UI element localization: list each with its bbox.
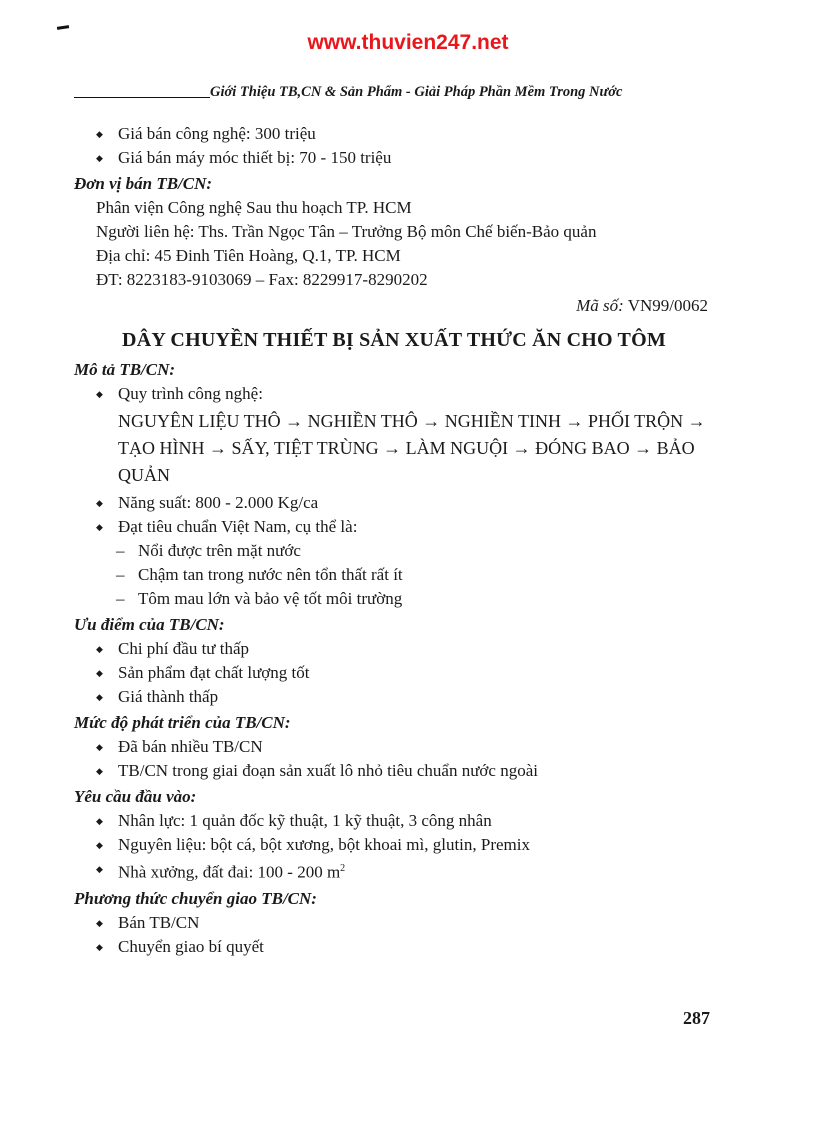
input-item: ◆ Nguyên liệu: bột cá, bột xương, bột khoai mì, glutin, Premix: [74, 833, 714, 857]
item-code: [74, 294, 708, 318]
seller-name: Phân viện Công nghệ Sau thu hoạch TP. HCM: [96, 198, 412, 217]
process-flow: NGUYÊN LIỆU THÔ → NGHIỀN THÔ → NGHIỀN TINH → PHỐI TRỘN → TẠO HÌNH → SẤY, TIỆT TRÙNG → LÀM NGUỘI → ĐÓNG BAO → BẢO QUẢN: [118, 411, 706, 485]
header-title: Giới Thiệu TB,CN & Sản Phẩm - Giải Pháp Phần Mềm Trong Nước: [210, 84, 623, 100]
scan-mark: [57, 25, 69, 30]
price-equipment: ◆ Giá bán máy móc thiết bị: 70 - 150 triệu: [74, 146, 714, 170]
seller-address: Địa chỉ: 45 Đinh Tiên Hoàng, Q.1, TP. HCM: [96, 246, 401, 265]
page-content: [74, 122, 714, 959]
area-unit-power: 2: [340, 863, 346, 874]
development-item: ◆ TB/CN trong giai đoạn sản xuất lô nhỏ tiêu chuẩn nước ngoài: [74, 759, 714, 783]
watermark-url[interactable]: www.thuvien247.net: [307, 31, 509, 54]
area-label: Nhà xưởng, đất đai: 100 - 200 m: [118, 862, 341, 882]
transfer-item: ◆ Chuyển giao bí quyết: [74, 935, 714, 959]
standard: ◆ Đạt tiêu chuẩn Việt Nam, cụ thể là:: [74, 515, 714, 539]
standard-item: – Tôm mau lớn và bảo vệ tốt môi trường: [74, 587, 714, 611]
price-technology: ◆ Giá bán công nghệ: 300 triệu: [74, 122, 714, 146]
header-rule: [74, 97, 210, 98]
capacity: ◆ Năng suất: 800 - 2.000 Kg/ca: [74, 491, 714, 515]
standard-item: – Chậm tan trong nước nên tổn thất rất ít: [74, 563, 714, 587]
description-heading: Mô tả TB/CN:: [74, 360, 176, 379]
process-label: ◆ Quy trình công nghệ:: [74, 382, 714, 406]
development-heading: Mức độ phát triển của TB/CN:: [74, 713, 291, 732]
advantage-item: ◆ Chi phí đầu tư thấp: [74, 637, 714, 661]
transfer-heading: Phương thức chuyển giao TB/CN:: [74, 888, 317, 908]
page-number: 287: [683, 1008, 710, 1028]
seller-contact: Người liên hệ: Ths. Trần Ngọc Tân – Trưởng Bộ môn Chế biến-Bảo quản: [96, 222, 597, 241]
standard-item: – Nổi được trên mặt nước: [74, 539, 714, 563]
input-item-area: [74, 857, 714, 885]
development-item: ◆ Đã bán nhiều TB/CN: [74, 735, 714, 759]
item-code-value: VN99/0062: [627, 296, 708, 315]
input-item: ◆ Nhân lực: 1 quản đốc kỹ thuật, 1 kỹ thuật, 3 công nhân: [74, 809, 714, 833]
advantages-heading: Ưu điểm của TB/CN:: [74, 615, 225, 634]
transfer-item: ◆ Bán TB/CN: [74, 911, 714, 935]
advantage-item: ◆ Giá thành thấp: [74, 685, 714, 709]
inputs-heading: Yêu cầu đầu vào:: [74, 787, 197, 806]
item-code-label: Mã số:: [576, 296, 624, 315]
page-title: DÂY CHUYỀN THIẾT BỊ SẢN XUẤT THỨC ĂN CHO TÔM: [122, 329, 666, 351]
advantage-item: ◆ Sản phẩm đạt chất lượng tốt: [74, 661, 714, 685]
seller-phone-fax: ĐT: 8223183-9103069 – Fax: 8229917-8290202: [96, 270, 428, 289]
running-header: [74, 84, 710, 106]
seller-heading: Đơn vị bán TB/CN:: [74, 174, 213, 193]
